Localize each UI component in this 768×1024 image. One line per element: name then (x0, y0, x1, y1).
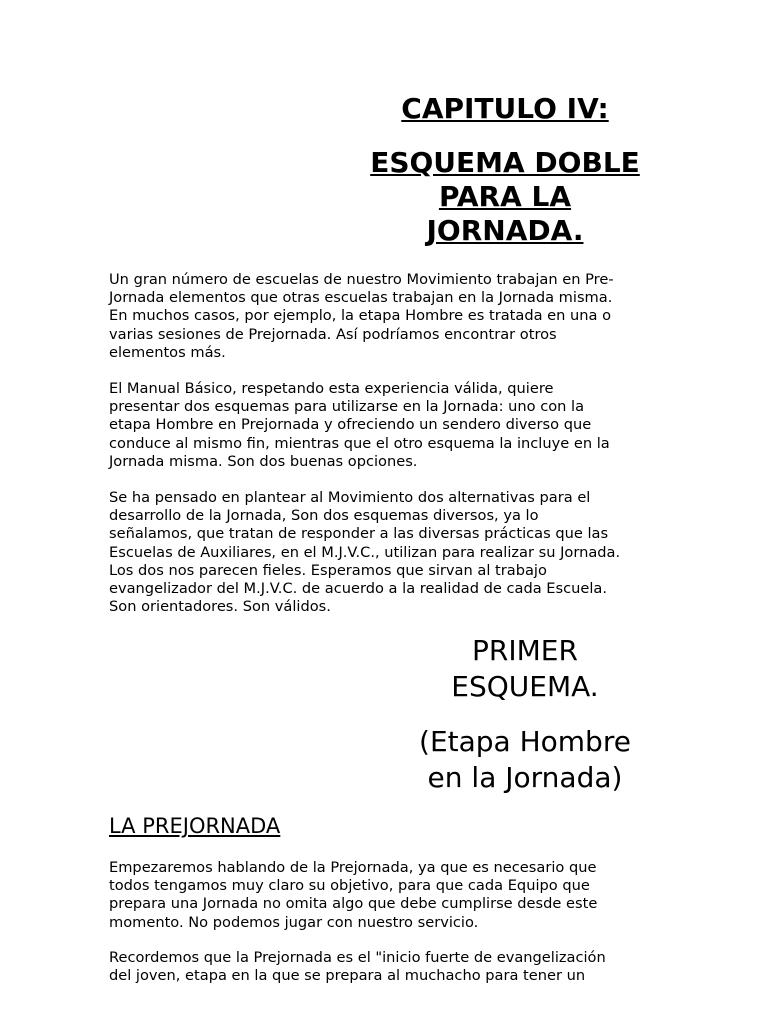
text-line: Un gran número de escuelas de nuestro Movimiento trabajan en Pre- (109, 271, 614, 288)
chapter-subtitle-line: ESQUEMA DOBLE (370, 146, 640, 179)
text-line: En muchos casos, por ejemplo, la etapa Hombre es tratada en una o (109, 307, 612, 325)
text-line: Recordemos que la Prejornada es el "inicio fuerte de evangelización (109, 949, 606, 966)
text-line: Jornada misma. Son dos buenas opciones. (109, 452, 418, 470)
text-line: momento. No podemos jugar con nuestro servicio. (109, 913, 479, 931)
paragraph-intro (109, 271, 669, 362)
section-subheading-line: en la Jornada) (427, 761, 623, 794)
text-line: Empezaremos hablando de la Prejornada, ya que es necesario que (109, 859, 597, 876)
chapter-title-text: CAPITULO IV: (401, 92, 609, 125)
text-line: presentar dos esquemas para utilizarse en la Jornada: uno con la (109, 398, 585, 416)
text-line: varias sesiones de Prejornada. Así podríamos encontrar otros (109, 325, 557, 343)
chapter-title (340, 90, 670, 128)
text-line: El Manual Básico, respetando esta experiencia válida, quiere (109, 380, 554, 397)
text-line: señalamos, que tratan de responder a las diversas prácticas que las (109, 525, 609, 543)
text-line: prepara una Jornada no omita algo que debe cumplirse desde este (109, 895, 598, 913)
text-line: evangelizador del M.J.V.C. de acuerdo a la realidad de cada Escuela. (109, 580, 608, 598)
text-line: elementos más. (109, 343, 226, 361)
paragraph-alternativas (109, 489, 669, 616)
section-heading-line: ESQUEMA. (451, 670, 599, 703)
paragraph-manual (109, 380, 669, 471)
text-line: desarrollo de la Jornada, Son dos esquemas diversos, ya lo (109, 507, 539, 525)
text-line: todos tengamos muy claro su objetivo, para que cada Equipo que (109, 877, 590, 895)
text-line: Escuelas de Auxiliares, en el M.J.V.C., utilizan para realizar su Jornada. (109, 543, 621, 561)
text-line: etapa Hombre en Prejornada y ofreciendo un sendero diverso que (109, 416, 592, 434)
text-line: conduce al mismo fin, mientras que el otro esquema la incluye en la (109, 434, 610, 452)
text-line: del joven, etapa en la que se prepara al muchacho para tener un (109, 967, 586, 985)
text-line: Se ha pensado en plantear al Movimiento dos alternativas para el (109, 489, 591, 506)
chapter-subtitle (340, 146, 670, 248)
subsection-title: LA PREJORNADA (109, 814, 281, 838)
section-subheading (380, 724, 670, 796)
paragraph-prejornada (109, 859, 669, 932)
section-heading-line: PRIMER (472, 634, 578, 667)
section-subheading-line: (Etapa Hombre (419, 725, 631, 758)
chapter-subtitle-line: JORNADA. (426, 214, 584, 247)
text-line: Son orientadores. Son válidos. (109, 598, 331, 616)
text-line: Los dos nos parecen fieles. Esperamos que sirvan al trabajo (109, 561, 547, 579)
chapter-subtitle-line: PARA LA (438, 180, 572, 213)
text-line: Jornada elementos que otras escuelas trabajan en la Jornada misma. (109, 289, 613, 307)
section-heading (380, 633, 670, 705)
paragraph-recordemos (109, 949, 669, 985)
